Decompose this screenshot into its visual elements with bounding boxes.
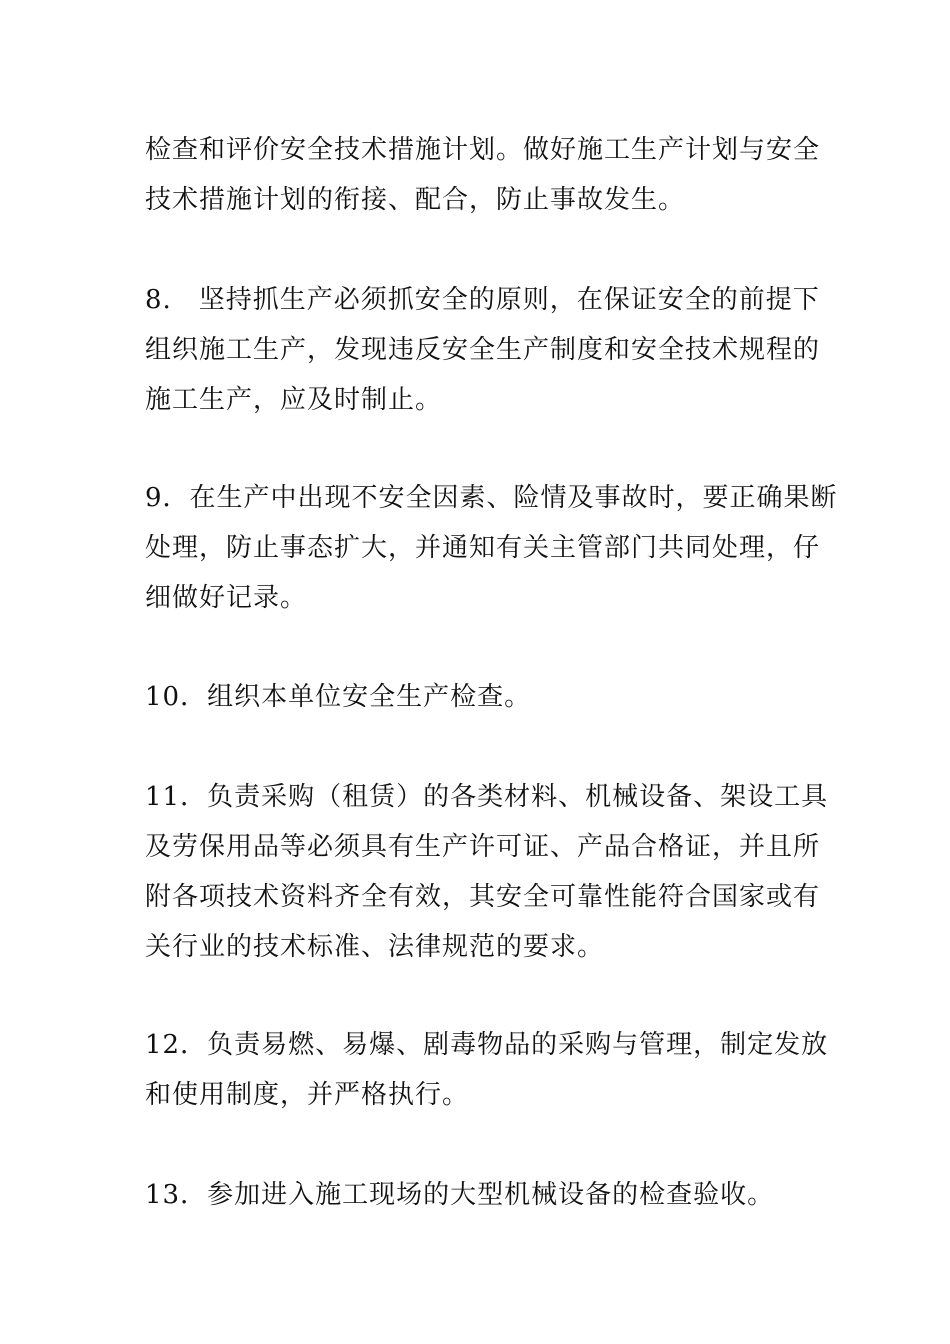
text-line: 10．组织本单位安全生产检查。 (145, 682, 532, 712)
text-line: 处理，防止事态扩大，并通知有关主管部门共同处理，仔 (145, 533, 821, 563)
text-line: 关行业的技术标准、法律规范的要求。 (145, 932, 605, 962)
text-line: 检查和评价安全技术措施计划。做好施工生产计划与安全 (145, 135, 821, 165)
text-line: 组织施工生产，发现违反安全生产制度和安全技术规程的 (145, 335, 821, 365)
text-line: 9．在生产中出现不安全因素、险情及事故时，要正确果断 (145, 483, 838, 513)
paragraph-item-10 (145, 672, 810, 722)
text-line: 11．负责采购（租赁）的各类材料、机械设备、架设工具 (145, 782, 829, 812)
paragraph-item-11 (145, 772, 829, 972)
text-line: 技术措施计划的衔接、配合，防止事故发生。 (145, 185, 686, 215)
text-line: 和使用制度，并严格执行。 (145, 1080, 470, 1110)
paragraph-item-8 (145, 275, 821, 425)
text-line: 及劳保用品等必须具有生产许可证、产品合格证，并且所 (145, 832, 821, 862)
paragraph-safety-plan-continuation (145, 125, 821, 225)
text-line: 细做好记录。 (145, 583, 308, 613)
text-line: 8. 坚持抓生产必须抓安全的原则，在保证安全的前提下 (145, 285, 820, 315)
paragraph-item-13 (145, 1170, 810, 1220)
text-line: 13．参加进入施工现场的大型机械设备的检查验收。 (145, 1180, 775, 1210)
paragraph-item-12 (145, 1020, 829, 1120)
text-line: 施工生产，应及时制止。 (145, 385, 443, 415)
paragraph-item-9 (145, 473, 838, 623)
text-line: 附各项技术资料齐全有效，其安全可靠性能符合国家或有 (145, 882, 821, 912)
text-line: 12．负责易燃、易爆、剧毒物品的采购与管理，制定发放 (145, 1030, 829, 1060)
